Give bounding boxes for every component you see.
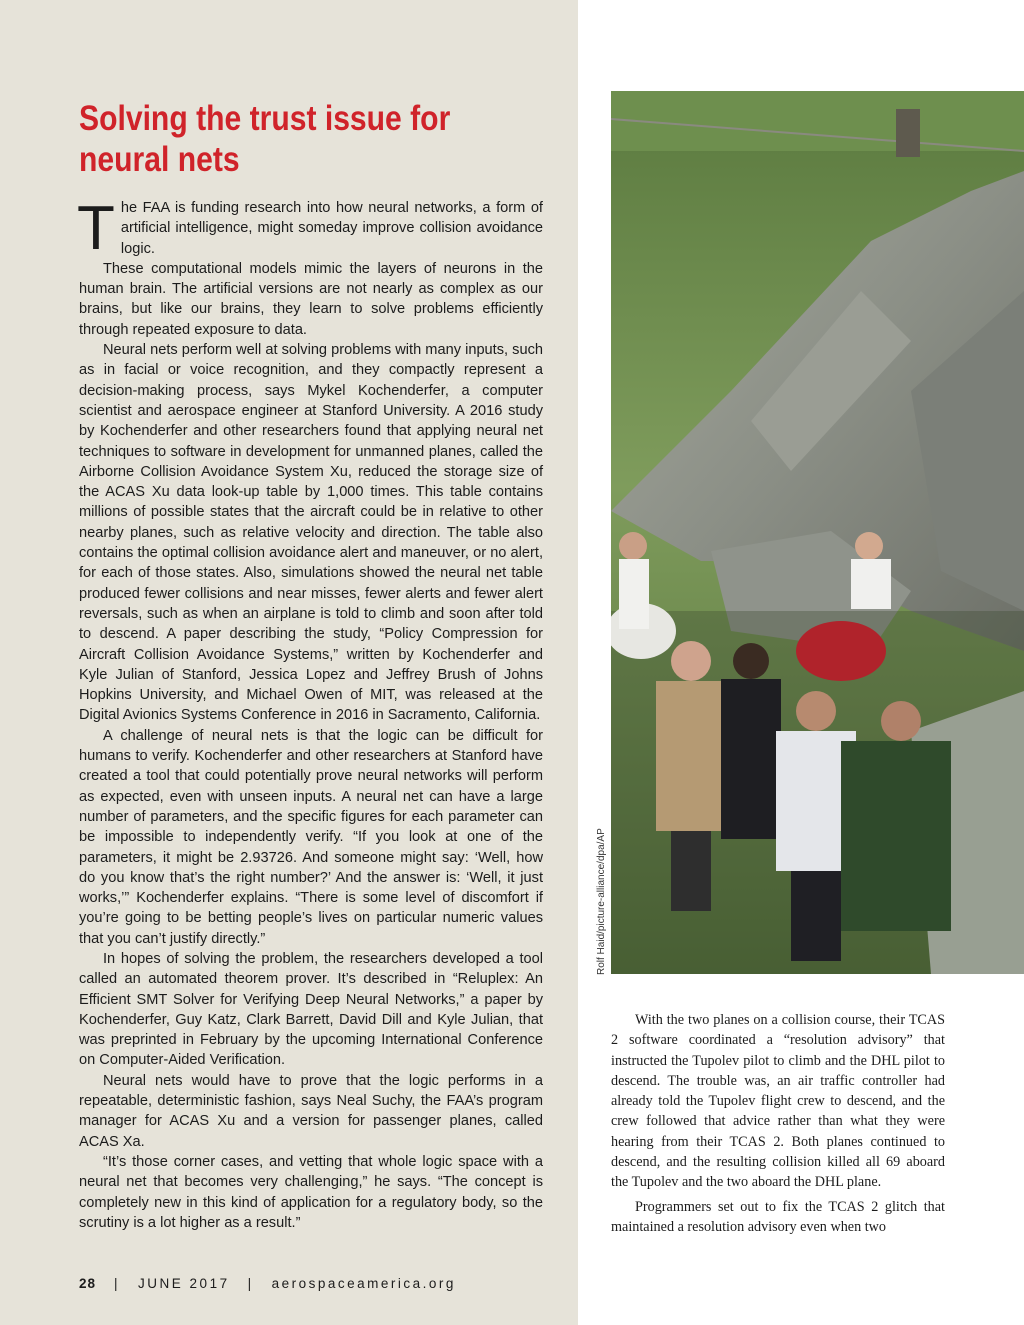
page-footer	[79, 1276, 456, 1291]
footer-separator: |	[114, 1276, 121, 1291]
body-paragraph: Neural nets would have to prove that the logic performs in a repeatable, deterministic fashion, says Neal Suchy, the FAA’s program manager for ACAS Xu and a version for passenger planes, called ACAS Xa.	[79, 1072, 543, 1150]
website-link[interactable]: aerospaceamerica.org	[271, 1276, 456, 1291]
body-paragraph: Programmers set out to fix the TCAS 2 glitch that maintained a resolution advisory even when two	[611, 1198, 945, 1235]
right-column-text	[611, 1010, 945, 1241]
body-paragraph: These computational models mimic the layers of neurons in the human brain. The artificial versions are not nearly as complex as our brains, but like our brains, they learn to solve problems efficiently through repeated exposure to data.	[79, 260, 543, 338]
article-headline: Solving the trust issue for neural nets	[79, 99, 451, 179]
body-paragraph: “It’s those corner cases, and vetting that whole logic space with a neural net that becomes very challenging,” he says. “The concept is completely new in this kind of application for a regulatory body, so the scrutiny is a lot higher as a result.”	[79, 1153, 543, 1231]
crash-site-photo	[611, 91, 1024, 974]
body-paragraph: In hopes of solving the problem, the researchers developed a tool called an automated theorem prover. It’s described in “Reluplex: An Efficient SMT Solver for Verifying Deep Neural Networks,” a paper by Kochenderfer, Guy Katz, Clark Barrett, David Dill and Kyle Julian, that was preprinted in February by the upcoming International Conference on Computer-Aided Verification.	[79, 950, 543, 1069]
body-paragraph: A challenge of neural nets is that the logic can be difficult for humans to verify. Kochenderfer and other researchers at Stanford have created a tool that could potentially prove neural networks will perform as expected, even with unseen inputs. A neural net can have a large number of parameters, and the specific figures for each parameter can be impossible to independently verify. “If you look at one of the parameters, it might be 2.93726. And someone might say: ‘Well, how do you know that’s the right number?’ And the answer is: ‘Well, it just works,’” Kochenderfer explains. “There is some level of discomfort if you’re going to be betting people’s lives on particular numeric values that you can’t justify directly.”	[79, 727, 543, 947]
page-number: 28	[79, 1276, 97, 1291]
issue-date: JUNE 2017	[138, 1276, 230, 1291]
body-paragraph: Neural nets perform well at solving problems with many inputs, such as in facial or voice recognition, and they compactly represent a decision-making process, says Mykel Kochenderfer, a computer scientist and aerospace engineer at Stanford University. A 2016 study by Kochenderfer and other researchers found that applying neural net techniques to software in development for unmanned planes, called the Airborne Collision Avoidance System Xu, reduced the storage size of the ACAS Xu data look-up table by 1,000 times. This table contains millions of possible states that the aircraft could be in relative to other nearby planes, such as relative velocity and direction. The table also contains the optimal collision avoidance alert and maneuver, or no alert, for each of those states. Also, simulations showed the neural net table produced fewer collisions and near misses, fewer alerts and fewer alert reversals, such as when an airplane is told to climb and soon after told to descend. A paper describing the study, “Policy Compression for Aircraft Collision Avoidance Systems,” written by Kochenderfer and Kyle Julian of Stanford, Jessica Lopez and Jeffrey Brush of Johns Hopkins University, and Michael Owen of MIT, was released at the Digital Avionics Systems Conference in 2016 in Sacramento, California.	[79, 342, 543, 724]
footer-separator: |	[247, 1276, 254, 1291]
lead-text: he FAA is funding research into how neural networks, a form of artificial intelligence, might someday improve collision avoidance logic.	[120, 200, 543, 257]
drop-cap: T	[77, 194, 115, 263]
photo-credit: Rolf Haid/picture-alliance/dpa/AP	[596, 828, 607, 975]
lead-paragraph	[77, 194, 543, 263]
crash-site-photo-illustration	[611, 91, 1024, 974]
article-body	[77, 194, 543, 1233]
body-paragraph: With the two planes on a collision course, their TCAS 2 software coordinated a “resolution advisory” that instructed the Tupolev pilot to climb and the DHL pilot to descend. The trouble was, an air traffic controller had already told the Tupolev flight crew to descend, and the crew followed that advice rather than what they were hearing from their TCAS 2. Both planes continued to descend, and the resulting collision killed all 69 aboard the Tupolev and the two aboard the DHL plane.	[611, 1012, 945, 1191]
